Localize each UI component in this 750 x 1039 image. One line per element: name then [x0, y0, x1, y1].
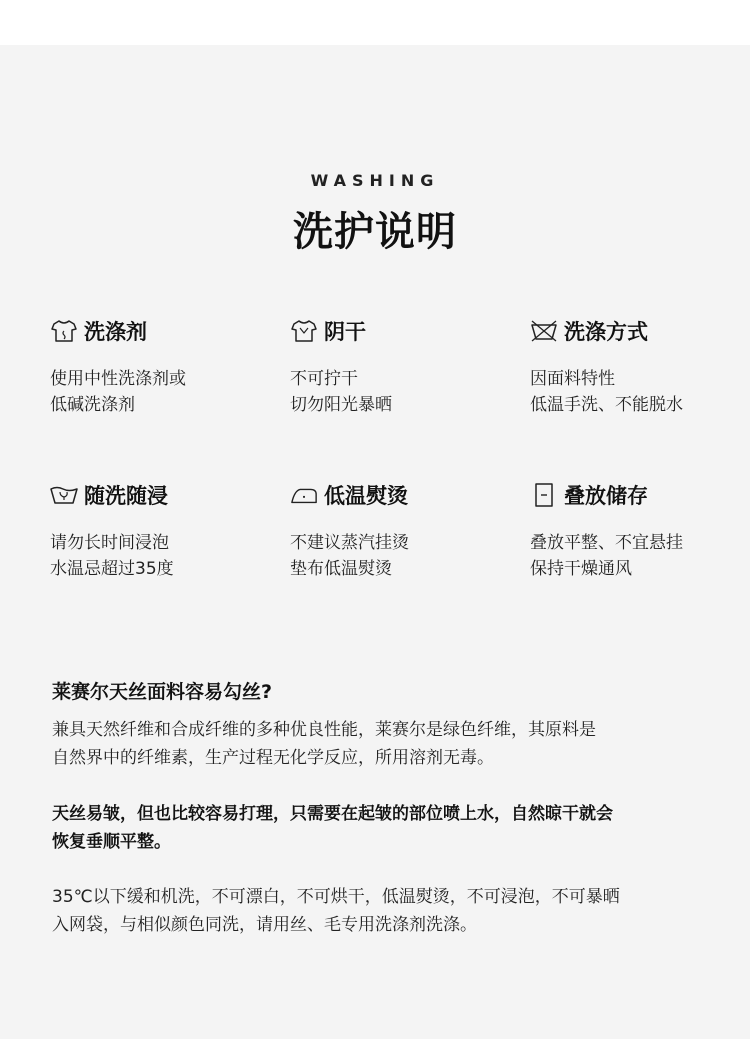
shirt-hanger-icon	[290, 317, 318, 345]
care-item-line: 低温手洗、不能脱水	[530, 395, 683, 415]
care-item-title: 叠放储存	[564, 484, 648, 508]
page-title: 洗护说明	[293, 209, 457, 255]
faq-tip-line: 恢复垂顺平整。	[52, 832, 171, 852]
care-item-line: 不建议蒸汽挂烫	[290, 533, 409, 553]
hand-wash-icon	[50, 481, 78, 509]
care-item-line: 因面料特性	[530, 369, 615, 389]
care-item-line: 水温忌超过35度	[50, 559, 174, 579]
faq-care-instructions	[52, 883, 722, 939]
care-item-line: 低碱洗涤剂	[50, 395, 135, 415]
fold-icon	[530, 481, 558, 509]
basin-icon	[530, 317, 558, 345]
care-item-title: 随洗随浸	[84, 484, 168, 508]
care-item-line: 保持干燥通风	[530, 559, 632, 579]
section-kicker: WASHING	[310, 171, 440, 190]
care-item-wash-method	[530, 316, 750, 418]
faq-care-line: 35℃以下缓和机洗，不可漂白，不可烘干，低温熨烫，不可浸泡，不可暴晒	[52, 887, 620, 907]
care-item-line: 不可拧干	[290, 369, 358, 389]
iron-icon	[290, 481, 318, 509]
faq-answer	[52, 716, 722, 772]
care-item-title: 洗涤方式	[564, 320, 648, 344]
care-item-line: 切勿阳光暴晒	[290, 395, 392, 415]
faq-tip	[52, 800, 722, 856]
care-item-detergent	[50, 316, 270, 418]
care-item-title: 洗涤剂	[84, 320, 147, 344]
faq-tip-line: 天丝易皱，但也比较容易打理，只需要在起皱的部位喷上水，自然晾干就会	[52, 804, 613, 824]
care-item-line: 叠放平整、不宜悬挂	[530, 533, 683, 553]
faq-question: 莱赛尔天丝面料容易勾丝?	[52, 681, 273, 703]
care-item-ironing	[290, 480, 510, 582]
care-item-storage	[530, 480, 750, 582]
care-item-drying	[290, 316, 510, 418]
t-shirt-icon	[50, 317, 78, 345]
care-item-soak	[50, 480, 270, 582]
faq-care-line: 入网袋，与相似颜色同洗，请用丝、毛专用洗涤剂洗涤。	[52, 915, 477, 935]
faq-answer-line: 兼具天然纤维和合成纤维的多种优良性能，莱赛尔是绿色纤维，其原料是	[52, 720, 596, 740]
faq-answer-line: 自然界中的纤维素，生产过程无化学反应，所用溶剂无毒。	[52, 748, 494, 768]
care-item-line: 请勿长时间浸泡	[50, 533, 169, 553]
care-item-line: 使用中性洗涤剂或	[50, 369, 186, 389]
care-item-title: 阴干	[324, 320, 366, 344]
care-item-line: 垫布低温熨烫	[290, 559, 392, 579]
care-item-title: 低温熨烫	[324, 484, 408, 508]
